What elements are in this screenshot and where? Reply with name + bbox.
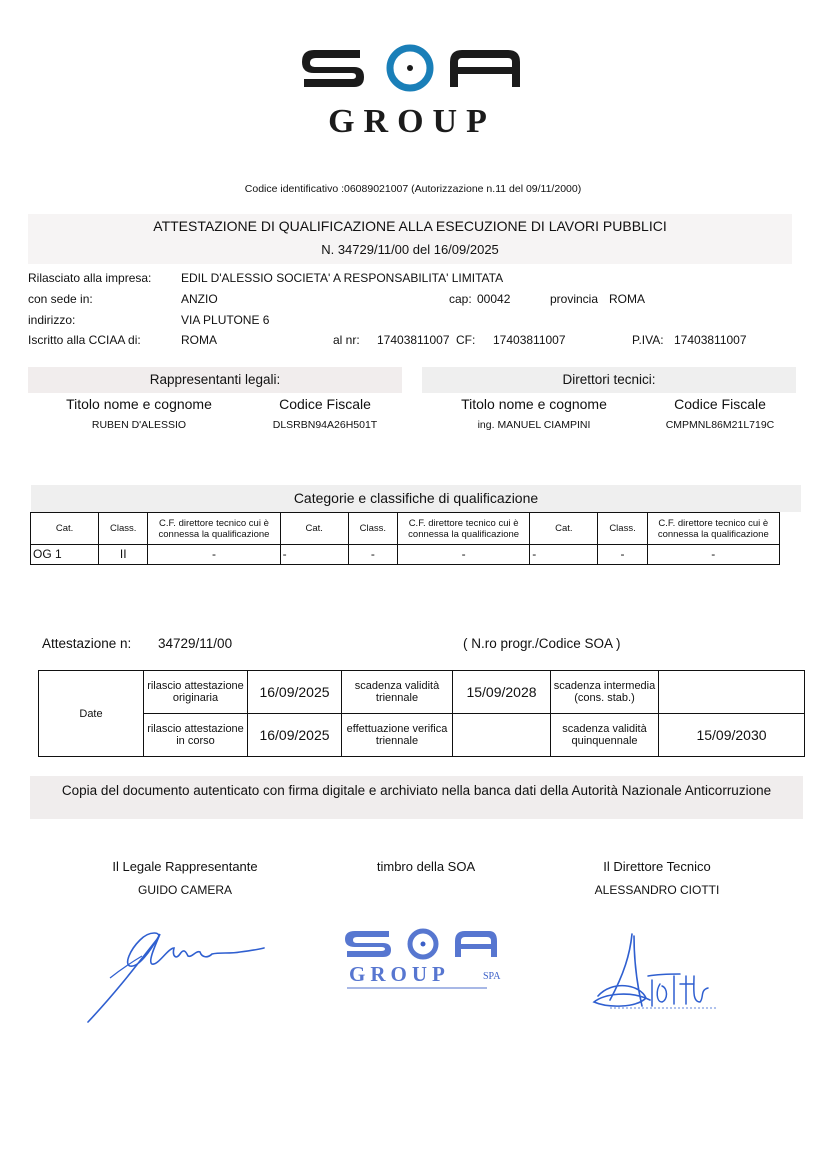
attestazione-note: ( N.ro progr./Codice SOA ) xyxy=(463,636,621,651)
piva-value: 17403811007 xyxy=(674,333,747,347)
legal-rep-signature-title: Il Legale Rappresentante xyxy=(112,859,258,874)
cell-class: - xyxy=(598,545,647,565)
codice-identificativo: Codice identificativo :06089021007 (Autorizzazione n.11 del 09/11/2000) xyxy=(244,183,582,195)
soa-group-logo xyxy=(300,42,525,137)
cell-cf: - xyxy=(148,545,280,565)
stamp-icon xyxy=(343,925,513,995)
cell-cat: OG 1 xyxy=(31,545,99,565)
director-signature xyxy=(590,928,720,1013)
svg-text:GROUP: GROUP xyxy=(328,103,496,137)
cap-value: 00042 xyxy=(477,292,511,306)
col-cat: Cat. xyxy=(31,513,99,545)
verifica-triennale-label: effettuazione verifica triennale xyxy=(342,714,453,757)
rilasciato-label: Rilasciato alla impresa: xyxy=(28,271,152,285)
attestazione-number: 34729/11/00 xyxy=(158,636,233,651)
stamp-title: timbro della SOA xyxy=(376,859,476,874)
categories-table xyxy=(30,512,780,565)
tech-director-name: ing. MANUEL CIAMPINI xyxy=(477,419,591,431)
legal-reps-col-name: Titolo nome e cognome xyxy=(66,396,212,412)
col-cat: Cat. xyxy=(280,513,348,545)
rilascio-originaria-value: 16/09/2025 xyxy=(248,671,342,714)
categories-header-row xyxy=(31,513,780,545)
cf-value: 17403811007 xyxy=(493,333,566,347)
sede-label: con sede in: xyxy=(28,292,93,306)
director-signature-title: Il Direttore Tecnico xyxy=(603,859,711,874)
svg-text:SPA: SPA xyxy=(483,971,501,982)
cap-label: cap: xyxy=(449,292,472,306)
piva-label: P.IVA: xyxy=(632,333,664,347)
dates-label: Date xyxy=(39,671,144,757)
legal-rep-cf: DLSRBN94A26H501T xyxy=(272,419,378,431)
table-row xyxy=(31,545,780,565)
legal-rep-signature-name: GUIDO CAMERA xyxy=(137,883,232,897)
col-class: Class. xyxy=(348,513,397,545)
provincia-label: provincia xyxy=(550,292,599,306)
col-cat: Cat. xyxy=(530,513,598,545)
svg-text:GROUP: GROUP xyxy=(349,962,450,986)
col-cf-director: C.F. direttore tecnico cui è connessa la qualificazione xyxy=(647,513,779,545)
nr-label: al nr: xyxy=(333,333,360,347)
soa-logo-icon xyxy=(300,42,525,137)
cciaa-label: Iscritto alla CCIAA di: xyxy=(28,333,141,347)
col-cf-director: C.F. direttore tecnico cui è connessa la qualificazione xyxy=(148,513,280,545)
col-class: Class. xyxy=(598,513,647,545)
signature-icon xyxy=(80,918,270,1028)
sede-value: ANZIO xyxy=(181,292,218,306)
scadenza-intermedia-value xyxy=(659,671,805,714)
scadenza-intermedia-label: scadenza intermedia (cons. stab.) xyxy=(551,671,659,714)
indirizzo-label: indirizzo: xyxy=(28,313,76,327)
tech-directors-col-cf: Codice Fiscale xyxy=(674,396,766,412)
rilascio-originaria-label: rilascio attestazione originaria xyxy=(144,671,248,714)
cciaa-value: ROMA xyxy=(181,333,217,347)
document-title: ATTESTAZIONE DI QUALIFICAZIONE ALLA ESECUZIONE DI LAVORI PUBBLICI xyxy=(153,218,667,234)
document-number: N. 34729/11/00 del 16/09/2025 xyxy=(321,242,499,257)
verifica-triennale-value xyxy=(453,714,551,757)
legal-reps-heading: Rappresentanti legali: xyxy=(28,367,402,393)
scadenza-triennale-value: 15/09/2028 xyxy=(453,671,551,714)
legal-rep-signature xyxy=(80,918,270,1028)
cell-cat: - xyxy=(530,545,598,565)
cell-cf: - xyxy=(397,545,529,565)
director-signature-name: ALESSANDRO CIOTTI xyxy=(594,883,720,897)
attestazione-label: Attestazione n: xyxy=(42,636,132,651)
dates-table xyxy=(38,670,805,757)
cell-cat: - xyxy=(280,545,348,565)
scadenza-quinquennale-value: 15/09/2030 xyxy=(659,714,805,757)
col-cf-director: C.F. direttore tecnico cui è connessa la qualificazione xyxy=(397,513,529,545)
rilascio-in-corso-label: rilascio attestazione in corso xyxy=(144,714,248,757)
tech-directors-heading: Direttori tecnici: xyxy=(422,367,796,393)
cell-cf: - xyxy=(647,545,779,565)
legal-rep-name: RUBEN D'ALESSIO xyxy=(91,419,187,431)
cell-class: - xyxy=(348,545,397,565)
scadenza-quinquennale-label: scadenza validità quinquennale xyxy=(551,714,659,757)
footer-note: Copia del documento autenticato con firma digitale e archiviato nella banca dati della Autorità Nazionale Anticorruzione xyxy=(61,783,772,798)
soa-stamp xyxy=(343,925,513,995)
company-name: EDIL D'ALESSIO SOCIETA' A RESPONSABILITA' LIMITATA xyxy=(181,271,504,285)
legal-reps-col-cf: Codice Fiscale xyxy=(279,396,371,412)
categories-heading: Categorie e classifiche di qualificazione xyxy=(31,485,801,512)
indirizzo-value: VIA PLUTONE 6 xyxy=(181,313,270,327)
dates-row-1 xyxy=(39,671,805,714)
tech-directors-col-name: Titolo nome e cognome xyxy=(461,396,607,412)
signature-icon xyxy=(590,928,720,1013)
provincia-value: ROMA xyxy=(609,292,645,306)
rilascio-in-corso-value: 16/09/2025 xyxy=(248,714,342,757)
cf-label: CF: xyxy=(456,333,476,347)
nr-value: 17403811007 xyxy=(377,333,450,347)
col-class: Class. xyxy=(99,513,148,545)
scadenza-triennale-label: scadenza validità triennale xyxy=(342,671,453,714)
tech-director-cf: CMPMNL86M21L719C xyxy=(665,419,775,431)
cell-class: II xyxy=(99,545,148,565)
dates-row-2 xyxy=(39,714,805,757)
